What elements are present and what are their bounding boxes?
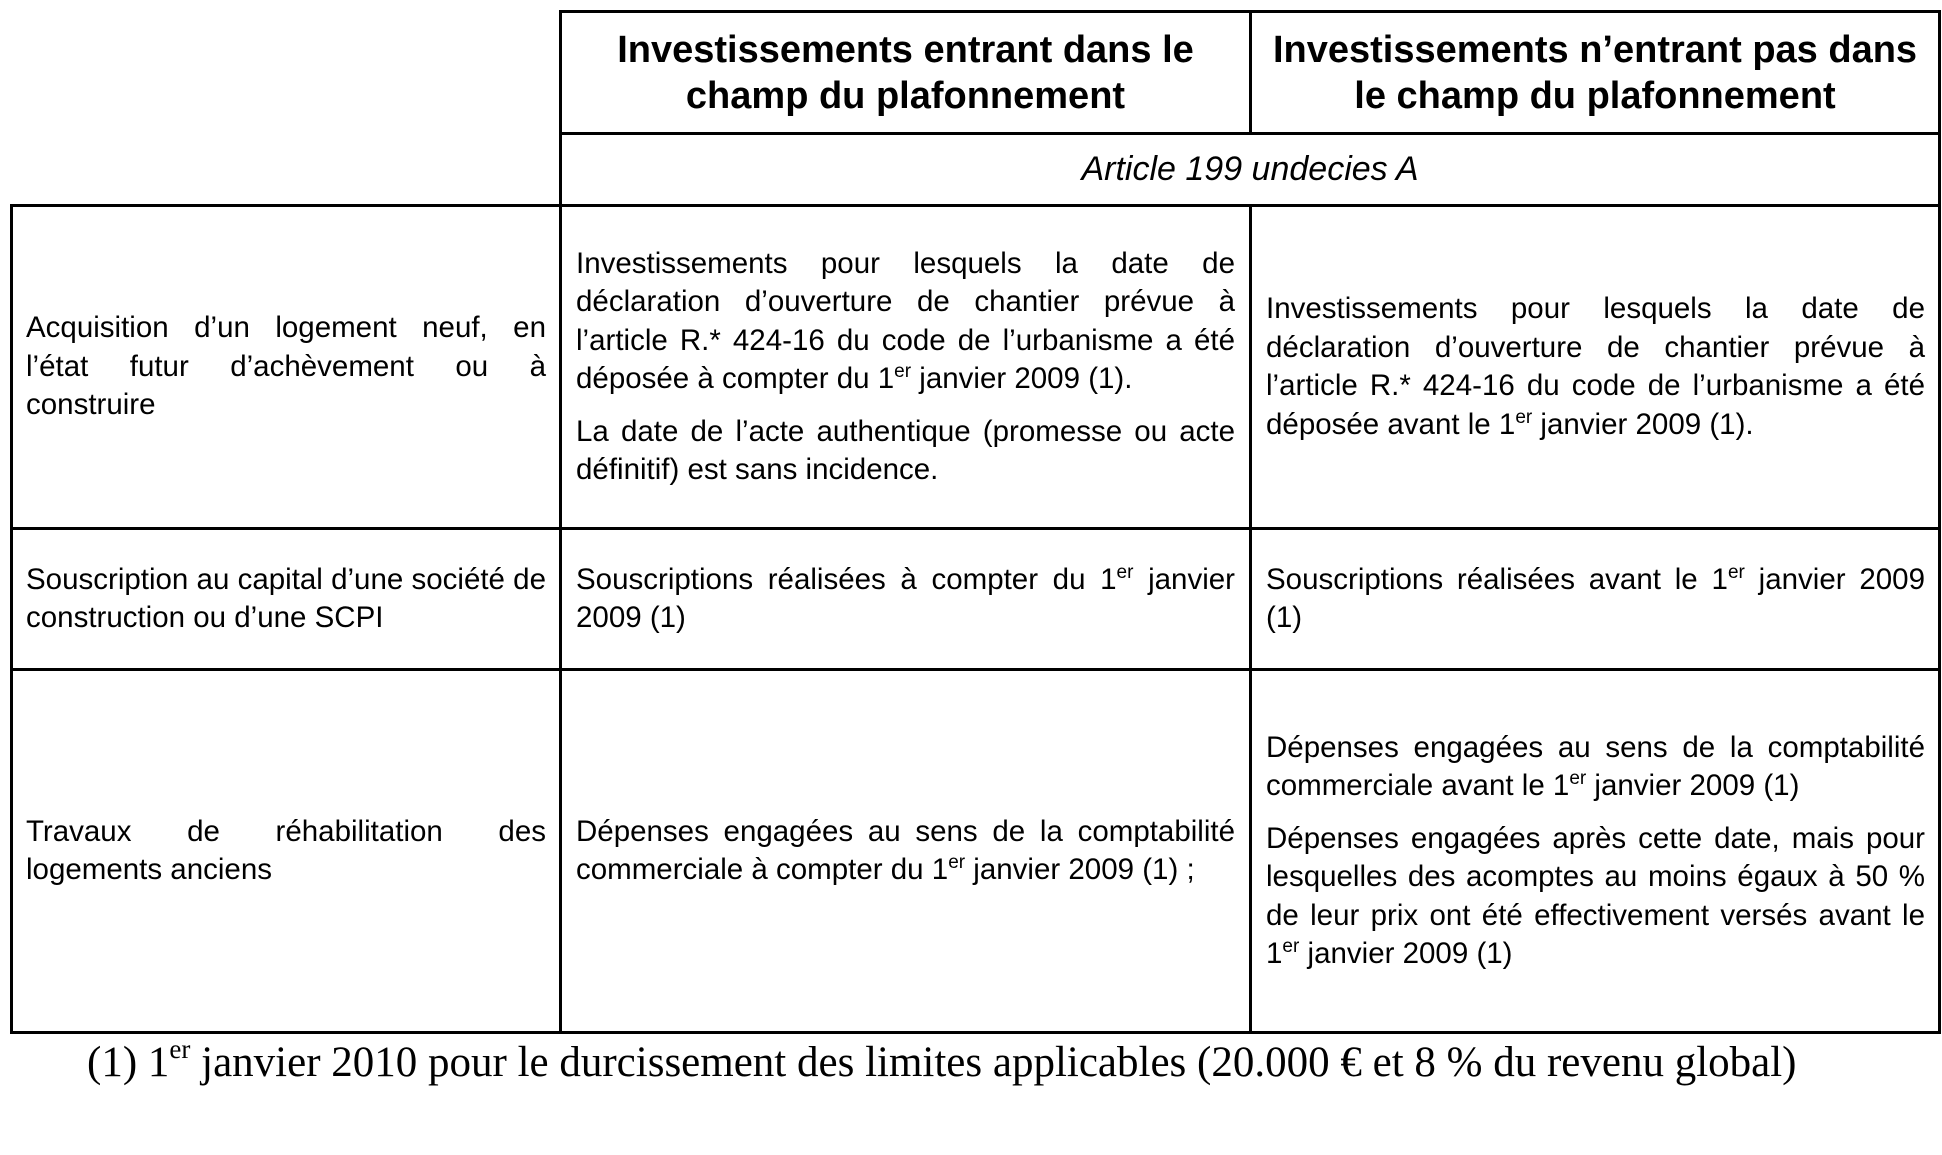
row-label-travaux: Travaux de réhabilitation des logements anciens bbox=[26, 814, 546, 886]
row-travaux-out bbox=[1266, 671, 1925, 1031]
row-souscription-out bbox=[1266, 530, 1925, 668]
article-row bbox=[562, 135, 1938, 204]
paragraph: Investissements pour lesquels la date de déclaration d’ouverture de chantier prévue à l’article R.* 424-16 du code de l’urbanisme a été déposée à compter du 1er janvier 2009 (1). bbox=[576, 246, 1235, 395]
article-text: Article 199 undecies A bbox=[1081, 150, 1419, 188]
table-border-right bbox=[1938, 10, 1941, 1034]
row-acquisition-in bbox=[576, 207, 1235, 527]
header-col-in bbox=[562, 13, 1249, 132]
paragraph: Dépenses engagées au sens de la comptabilité commerciale à compter du 1er janvier 2009 (1) ; bbox=[576, 814, 1235, 886]
table-border-left bbox=[10, 204, 13, 1034]
row-souscription-in bbox=[576, 530, 1235, 668]
footnote: (1) 1er janvier 2010 pour le durcissement des limites applicables (20.000 € et 8 % du revenu global) bbox=[87, 1034, 1797, 1086]
row-acquisition-out bbox=[1266, 207, 1925, 527]
table-border-col2-body bbox=[1249, 204, 1252, 1034]
paragraph: Souscriptions réalisées avant le 1er janvier 2009 (1) bbox=[1266, 561, 1925, 634]
paragraph: Souscriptions réalisées à compter du 1er janvier 2009 (1) bbox=[576, 561, 1235, 634]
row-label-acquisition: Acquisition d’un logement neuf, en l’état futur d’achèvement ou à construire bbox=[26, 311, 546, 422]
header-col-out bbox=[1252, 13, 1938, 132]
row-travaux-in bbox=[576, 671, 1235, 1031]
paragraph: Investissements pour lesquels la date de déclaration d’ouverture de chantier prévue à l’article R.* 424-16 du code de l’urbanisme a été déposée avant le 1er janvier 2009 (1). bbox=[1266, 292, 1925, 441]
paragraph: La date de l’acte authentique (promesse ou acte définitif) est sans incidence. bbox=[576, 414, 1235, 486]
paragraph: Dépenses engagées après cette date, mais pour lesquelles des acomptes au moins égaux à 50 % de leur prix ont été effectivement versés avant le 1er janvier 2009 (1) bbox=[1266, 821, 1925, 970]
header-col-in-text: Investissements entrant dans le champ du plafonnement bbox=[617, 28, 1194, 117]
row-label-souscription: Souscription au capital d’une société de construction ou d’une SCPI bbox=[26, 562, 546, 634]
header-col-out-text: Investissements n’entrant pas dans le champ du plafonnement bbox=[1272, 28, 1918, 117]
paragraph: Dépenses engagées au sens de la comptabilité commerciale avant le 1er janvier 2009 (1) bbox=[1266, 730, 1925, 802]
